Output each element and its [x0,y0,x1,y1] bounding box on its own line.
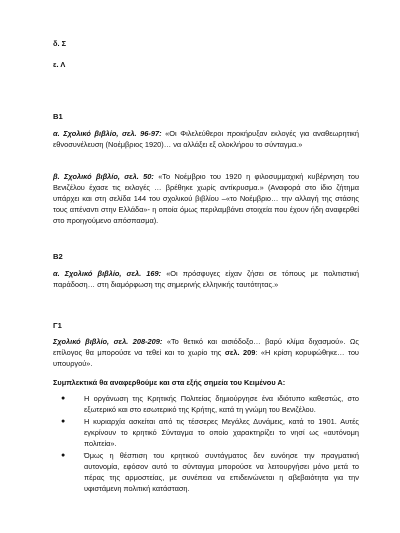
section-g1-heading: Γ1 [53,321,62,330]
b1-b-reference: β. Σχολικό βιβλίο, σελ. 50: [53,172,154,181]
b1-b-note: (Αναφορά στο ίδιο ζήτημα υπάρχει και στη σελίδα 144 του σχολικού βιβλίου –«το Νοέμβριο… την αλλαγή της στάσης τους απέναντι στην Ελλάδα»- η οποία όμως περιλαμβάνει στοιχεία που έχουν ήδη αναφερθεί στο προηγούμενο απόσπασμα). [53,183,360,225]
answer-d-value: Σ [61,39,67,48]
g1-text-part1: «Το θετικό και αισιόδοξο… βαρύ κλίμα διχασμού». Ως επίλογος θα μπορούσε να τεθεί και το χωρίο της [53,337,359,357]
answer-e-key: ε. [53,60,59,69]
section-b1-heading: Β1 [53,112,63,121]
bullet-icon: ● [61,395,66,402]
b2-a-paragraph [53,268,359,290]
bullet-icon: ● [61,418,66,425]
g1-paragraph [53,336,359,369]
section-b2-heading: Β2 [53,252,63,261]
list-item [53,450,359,494]
b2-a-reference: α. Σχολικό βιβλίο, σελ. 169: [53,269,162,278]
b1-b-paragraph [53,171,359,226]
list-item-text: Η κυριαρχία ασκείται από τις τέσσερες Μεγάλες Δυνάμεις, κατά το 1901. Αυτές εγκρίνουν το κρητικό Σύνταγμα το οποίο χαρακτηρίζει το νησί ως «αυτόνομη πολιτεία». [84,417,359,448]
b1-a-paragraph [53,128,359,150]
g1-reference-page: σελ. 209 [224,348,256,357]
g1-summary-heading: Συμπλεκτικά θα αναφερθούμε και στα εξής σημεία του Κειμένου Α: [53,378,286,387]
answer-d-key: δ. [53,39,60,48]
b1-a-quote: «Οι Φιλελεύθεροι προκήρυξαν εκλογές για αναθεωρητική εθνοσυνέλευση (Νοέμβριος 1920)… να αλλάξει εξ ολοκλήρου το σύνταγμα.» [53,129,359,149]
g1-bullet-list [53,393,359,495]
b2-a-quote: «Οι πρόσφυγες είχαν ζήσει σε τόπους με πολιτιστική παράδοση… στη διαμόρφωση της σημερινής ελληνικής ταυτότητας.» [53,269,359,289]
answer-d [53,38,359,49]
b1-b-quote: «Το Νοέμβριο του 1920 η φιλοσυμμαχική κυβέρνηση του Βενιζέλου έχασε τις εκλογές … βρέθηκε χωρίς αντίκρυσμα.» [53,172,359,192]
list-item [53,416,359,449]
bullet-icon: ● [61,452,66,459]
list-item-text: Η οργάνωση της Κρητικής Πολιτείας δημιούργησε ένα ιδιότυπο καθεστώς, στο εξωτερικό και στο εσωτερικό της Κρήτης, κατά τη γνώμη του Βενιζέλου. [84,394,359,414]
list-item [53,393,359,415]
answer-e-value: Λ [60,60,66,69]
g1-reference: Σχολικό βιβλίο, σελ. 208-209: [53,337,163,346]
b1-a-reference: α. Σχολικό βιβλίο, σελ. 96-97: [53,129,162,138]
g1-text-part2: : «Η κρίση κορυφώθηκε… του υπουργού». [53,348,359,368]
answer-e [53,59,359,70]
list-item-text: Όμως η θέσπιση του κρητικού συντάγματος δεν ευνόησε την πραγματική αυτονομία, εφόσον αυτό το σύνταγμα μπορούσε να λειτουργήσει μόνο μετά το πέρας της αρμοστείας, με συνέπεια να επιδεινώνεται η αβεβαιότητα για την υφιστάμενη πολιτική κατάσταση. [84,451,359,493]
